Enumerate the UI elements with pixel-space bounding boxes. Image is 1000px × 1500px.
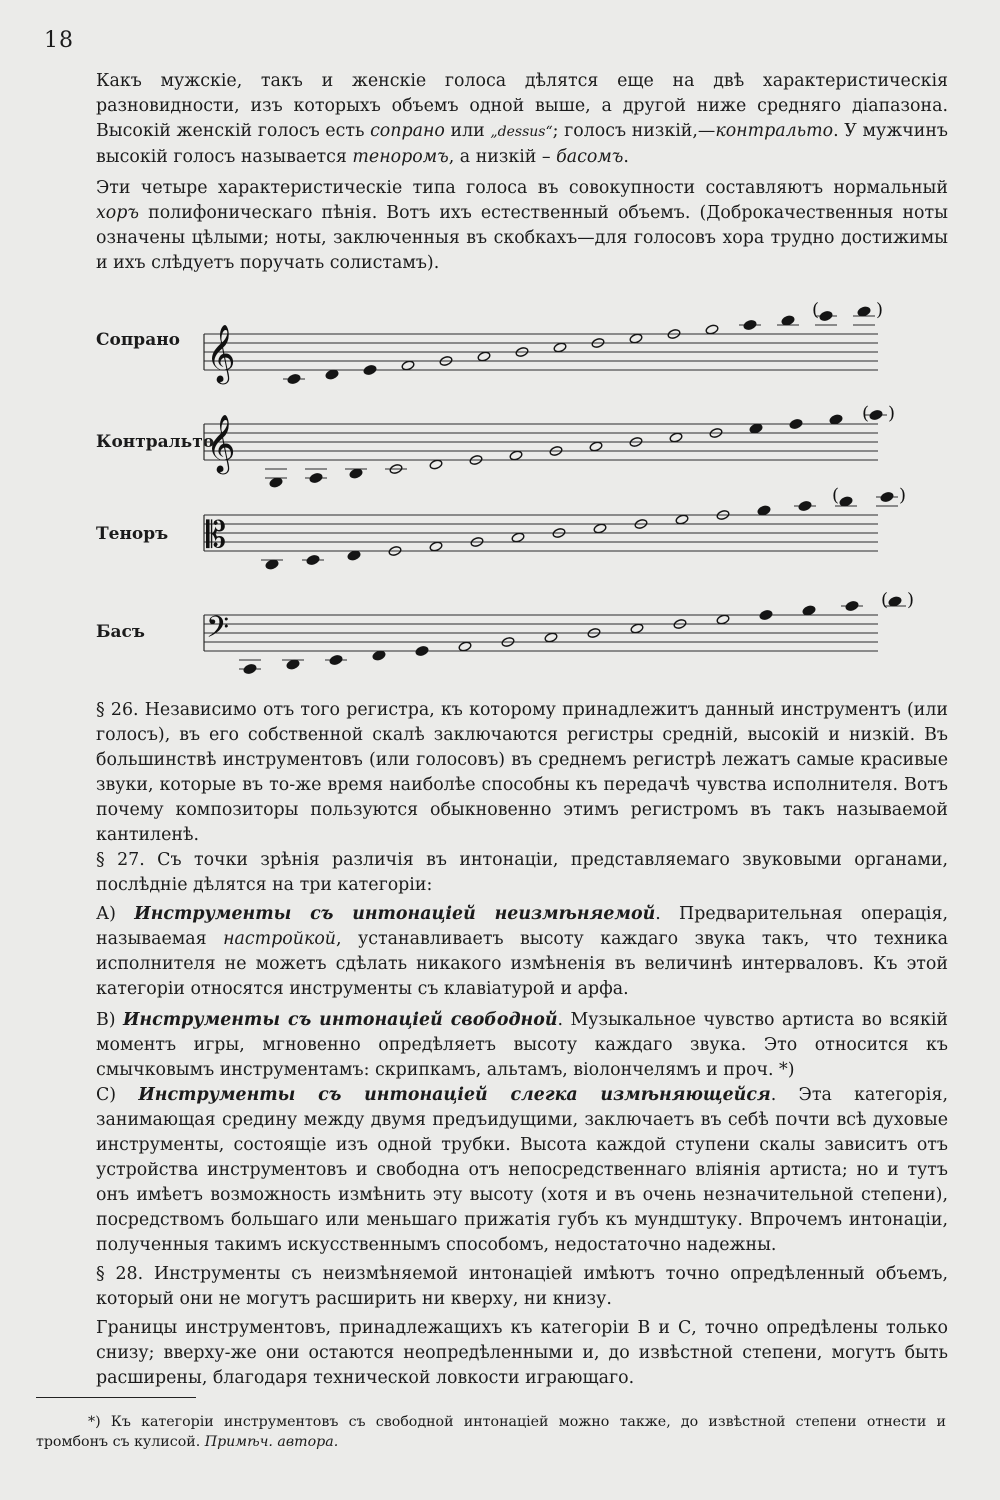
note-head (329, 654, 343, 665)
paragraph-choir: Эти четыре характеристическіе типа голоса въ совокупности составляютъ нормальный хоръ полифоническаго пѣнія. Вотъ ихъ естественный объемъ. (Доброкачественныя ноты означены цѣлыми; ноты, заключенныя въ скобкахъ—для голосовъ хора трудно достижимы и ихъ слѣдуетъ поручать солистамъ). (96, 178, 948, 273)
note-head (511, 532, 525, 543)
term-contralto: контральто (715, 121, 834, 141)
term-dessus: „dessus“ (490, 124, 553, 140)
paragraph-voice-types: Какъ мужскіе, такъ и женскіе голоса дѣлятся еще на двѣ характеристическія разновидности, изъ которыхъ объемъ одной выше, а другой ниже средняго діапазона. Высокій женскій голосъ есть сопрано или „dessus“; голосъ низкій,—контральто. У мужчинъ высокій голосъ называется теноромъ, а низкій – басомъ. (96, 71, 948, 167)
category-a-title: Инструменты съ интонаціей неизмѣняемой (134, 904, 656, 924)
staff-treble (204, 300, 883, 386)
footnote: *) Къ категоріи инструментовъ съ свободной интонаціей можно также, до извѣстной степени отнести и тромбонъ съ кулисой. Примѣч. автора. (36, 1414, 946, 1450)
note-head (819, 310, 833, 321)
note-head (829, 414, 843, 425)
note-head (429, 459, 443, 470)
note-head (589, 441, 603, 452)
intro-text (96, 69, 948, 276)
staff-label-contralto: Контральто (96, 432, 215, 452)
svg-text:(: ( (812, 299, 820, 321)
note-head (705, 324, 719, 335)
music-staves (96, 299, 956, 682)
term-tuning: настройкой (223, 929, 337, 949)
note-head (716, 614, 730, 625)
footnote-divider (36, 1397, 196, 1398)
page-number: 18 (44, 28, 74, 53)
section-27: § 27. Съ точки зрѣнія различія въ интонаціи, представляемаго звуковыми органами, послѣдніе дѣлятся на три категоріи: (96, 850, 948, 895)
note-head (477, 351, 491, 362)
note-head (798, 500, 812, 511)
note-head (309, 472, 323, 483)
category-b: В) Инструменты съ интонаціей свободной. Музыкальное чувство артиста во всякій моментъ игры, мгновенно опредѣляетъ высоту каждаго звука. Это относится къ смычковымъ инструментамъ: скрипкамъ, альтамъ, віолончелямъ и проч. *) (96, 1010, 949, 1080)
note-head (306, 554, 320, 565)
staff-bass (204, 590, 914, 675)
sections-text (96, 698, 948, 1391)
note-head (553, 342, 567, 353)
voice-ranges-figure (96, 299, 956, 682)
paragraph-limits: Границы инструментовъ, принадлежащихъ къ категоріи В и С, точно опредѣлены только снизу; вверху-же они остаются неопредѣленными и, до извѣстной степени, могутъ быть расширены, благодаря технической ловкости играющаго. (96, 1318, 948, 1388)
note-head (544, 632, 558, 643)
clef-treble-icon: 𝄞 (206, 414, 236, 472)
svg-text:): ) (888, 403, 896, 424)
note-head (888, 596, 902, 607)
note-head (286, 659, 300, 670)
note-head (287, 373, 301, 384)
category-b-title: Инструменты съ интонаціей свободной (123, 1010, 558, 1030)
term-tenor: теноромъ (352, 147, 449, 167)
clef-treble-icon: 𝄞 (206, 324, 236, 382)
svg-text:(: ( (862, 403, 870, 424)
note-head (749, 423, 763, 434)
staff-treble (204, 403, 895, 488)
note-head (669, 432, 683, 443)
note-head (593, 523, 607, 534)
note-head (802, 605, 816, 616)
note-head (347, 550, 361, 561)
note-head (857, 306, 871, 317)
term-bass: басомъ (556, 147, 624, 167)
note-head (869, 409, 883, 420)
clef-bass-icon: 𝄢 (206, 611, 230, 652)
staff-label-soprano: Сопрано (96, 330, 180, 350)
category-c: С) Инструменты съ интонаціей слегка измѣняющейся. Эта категорія, занимающая средину между двумя предъидущими, заключаетъ въ себѣ почти всѣ духовые инструменты, состоящіе изъ одной трубки. Высота каждой ступени скалы зависитъ отъ устройства инструментовъ и свободна отъ непосредственнаго вліянія артиста; но и тутъ онъ имѣетъ возможность измѣнить эту высоту (хотя и въ очень незначительной степени), посредствомъ большаго или меньшаго прижатія губъ къ мундштуку. Впрочемъ интонаціи, полученныя такимъ искусственнымъ способомъ, недостаточно надежны. (96, 1085, 948, 1255)
note-head (629, 333, 643, 344)
term-choir: хоръ (96, 203, 140, 223)
note-head (845, 600, 859, 611)
svg-text:): ) (907, 589, 915, 611)
note-head (781, 315, 795, 326)
svg-text:): ) (899, 485, 907, 506)
note-head (789, 418, 803, 429)
svg-text:(: ( (881, 589, 889, 611)
staff-label-bass: Басъ (96, 622, 145, 642)
note-head (509, 450, 523, 461)
note-head (415, 645, 429, 656)
note-head (759, 609, 773, 620)
note-head (372, 650, 386, 661)
note-head (325, 369, 339, 380)
category-a: А) Инструменты съ интонаціей неизмѣняемой. Предварительная операція, называемая настройкой, устанавливаетъ высоту каждаго звука такъ, что техника исполнителя не можетъ сдѣлать никакого измѣненія въ величинѣ интерваловъ. Къ этой категоріи относятся инструменты съ клавіатурой и арфа. (96, 904, 948, 999)
term-soprano: сопрано (370, 121, 445, 141)
note-head (269, 477, 283, 488)
note-head (429, 541, 443, 552)
footnote-attribution: Примѣч. автора. (204, 1434, 339, 1450)
note-head (757, 505, 771, 516)
note-head (839, 496, 853, 507)
note-head (349, 468, 363, 479)
note-head (675, 514, 689, 525)
note-head (630, 623, 644, 634)
section-26: § 26. Независимо отъ того регистра, къ которому принадлежитъ данный инструментъ (или голосъ), въ его собственной скалѣ заключаются регистры средній, высокій и низкій. Въ большинствѣ инструментовъ (или голосовъ) въ среднемъ регистрѣ лежатъ самые красивые звуки, которые въ то-же время наиболѣе способны къ передачѣ чувства исполнителя. Вотъ почему композиторы пользуются обыкновенно этимъ регистромъ въ такъ называемой кантиленѣ. (96, 700, 948, 845)
svg-text:(: ( (832, 485, 840, 506)
section-28: § 28. Инструменты съ неизмѣняемой интонаціей имѣютъ точно опредѣленный объемъ, который они не могутъ расширить ни кверху, ни книзу. (96, 1264, 948, 1309)
note-head (880, 491, 894, 502)
note-head (743, 319, 757, 330)
note-head (265, 559, 279, 570)
note-head (458, 641, 472, 652)
note-head (401, 360, 415, 371)
category-c-title: Инструменты съ интонаціей слегка измѣняющейся (138, 1085, 771, 1105)
note-head (243, 663, 257, 674)
staff-label-tenor: Теноръ (96, 524, 169, 544)
clef-alto-icon: 𝄡 (206, 515, 227, 556)
staff-alto (204, 485, 906, 570)
svg-text:): ) (876, 299, 884, 321)
note-head (363, 364, 377, 375)
